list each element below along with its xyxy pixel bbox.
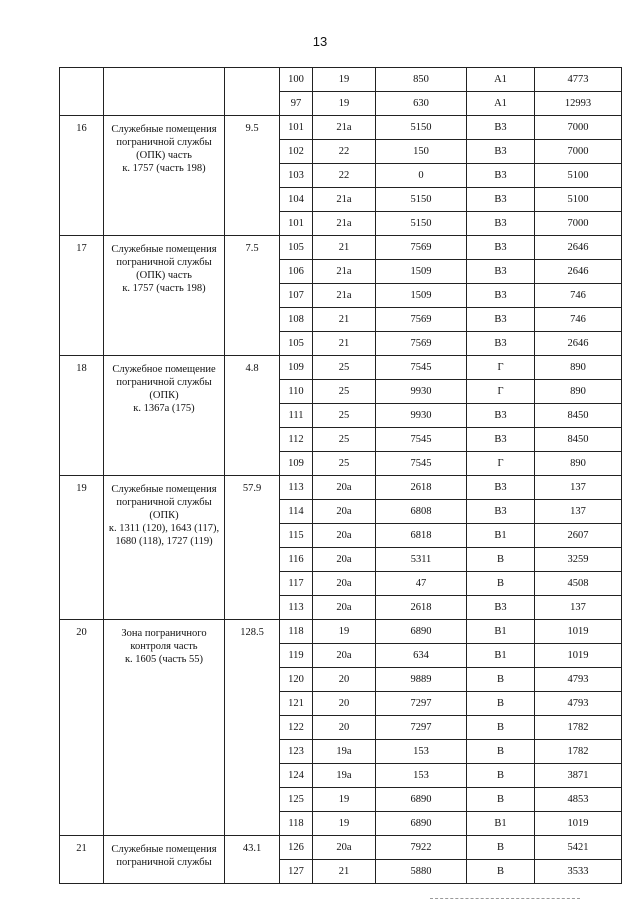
cell-value: 2646 (535, 260, 622, 284)
cell-floor: 20a (313, 596, 376, 620)
cell-description (104, 68, 225, 116)
footer-rule (430, 898, 580, 899)
cell-distance: 153 (376, 740, 467, 764)
cell-value: 7000 (535, 212, 622, 236)
cell-value: 3871 (535, 764, 622, 788)
cell-item-number: 16 (60, 116, 104, 236)
cell-floor: 19 (313, 620, 376, 644)
cell-value: 1019 (535, 812, 622, 836)
description-line: пограничной службы (116, 137, 212, 148)
cell-value: 4773 (535, 68, 622, 92)
cell-distance: 6890 (376, 788, 467, 812)
cell-floor: 20a (313, 572, 376, 596)
cell-category: B3 (467, 500, 535, 524)
cell-category: Г (467, 452, 535, 476)
cell-item-number (60, 68, 104, 116)
description-line: Служебные помещения (111, 484, 217, 495)
cell-point: 106 (280, 260, 313, 284)
cell-point: 127 (280, 860, 313, 884)
cell-floor: 21a (313, 260, 376, 284)
cell-category: B (467, 692, 535, 716)
cell-floor: 20a (313, 524, 376, 548)
cell-floor: 21a (313, 116, 376, 140)
cell-floor: 20a (313, 836, 376, 860)
cell-value: 1782 (535, 740, 622, 764)
cell-floor: 25 (313, 356, 376, 380)
cell-point: 123 (280, 740, 313, 764)
description-line: Служебные помещения (111, 124, 217, 135)
cell-distance: 47 (376, 572, 467, 596)
description-line: к. 1311 (120), 1643 (117), (108, 523, 220, 534)
cell-distance: 2618 (376, 476, 467, 500)
cell-distance: 5311 (376, 548, 467, 572)
cell-category: B3 (467, 140, 535, 164)
cell-distance: 7569 (376, 332, 467, 356)
cell-value: 3259 (535, 548, 622, 572)
cell-category: A1 (467, 68, 535, 92)
cell-description (104, 476, 225, 620)
cell-point: 124 (280, 764, 313, 788)
cell-floor: 20 (313, 692, 376, 716)
cell-distance: 634 (376, 644, 467, 668)
cell-distance: 6808 (376, 500, 467, 524)
cell-value: 746 (535, 284, 622, 308)
cell-category: B3 (467, 332, 535, 356)
cell-value: 2646 (535, 332, 622, 356)
cell-category: B3 (467, 164, 535, 188)
cell-floor: 19 (313, 68, 376, 92)
cell-category: Г (467, 380, 535, 404)
cell-area: 4.8 (225, 356, 280, 476)
cell-point: 107 (280, 284, 313, 308)
cell-distance: 6890 (376, 812, 467, 836)
cell-category: B (467, 764, 535, 788)
description-line: Служебные помещения (111, 844, 217, 855)
cell-floor: 25 (313, 452, 376, 476)
cell-distance: 7569 (376, 236, 467, 260)
cell-point: 103 (280, 164, 313, 188)
table-row (60, 356, 622, 380)
description-line: Служебное помещение (112, 364, 216, 375)
description-line: пограничной службы (116, 857, 212, 868)
description-line: к. 1605 (часть 55) (124, 654, 204, 665)
cell-point: 114 (280, 500, 313, 524)
cell-floor: 20 (313, 716, 376, 740)
cell-point: 126 (280, 836, 313, 860)
cell-value: 4793 (535, 692, 622, 716)
cell-floor: 20 (313, 668, 376, 692)
cell-point: 112 (280, 428, 313, 452)
cell-point: 120 (280, 668, 313, 692)
cell-description (104, 356, 225, 476)
cell-distance: 5150 (376, 212, 467, 236)
cell-floor: 21a (313, 284, 376, 308)
cell-category: B3 (467, 236, 535, 260)
cell-value: 7000 (535, 140, 622, 164)
cell-distance: 7297 (376, 716, 467, 740)
cell-category: B3 (467, 188, 535, 212)
cell-floor: 20a (313, 476, 376, 500)
cell-distance: 1509 (376, 260, 467, 284)
cell-point: 105 (280, 332, 313, 356)
cell-category: B1 (467, 644, 535, 668)
cell-category: B (467, 668, 535, 692)
cell-category: B3 (467, 428, 535, 452)
description-line: к. 1757 (часть 198) (122, 283, 206, 294)
cell-distance: 153 (376, 764, 467, 788)
cell-distance: 6818 (376, 524, 467, 548)
cell-category: A1 (467, 92, 535, 116)
cell-distance: 5880 (376, 860, 467, 884)
cell-point: 121 (280, 692, 313, 716)
cell-distance: 7297 (376, 692, 467, 716)
cell-point: 116 (280, 548, 313, 572)
cell-value: 2646 (535, 236, 622, 260)
cell-value: 1019 (535, 644, 622, 668)
description-line: к. 1757 (часть 198) (122, 163, 206, 174)
cell-item-number: 19 (60, 476, 104, 620)
cell-category: B (467, 788, 535, 812)
cell-area: 9.5 (225, 116, 280, 236)
cell-value: 890 (535, 380, 622, 404)
cell-item-number: 18 (60, 356, 104, 476)
cell-distance: 7922 (376, 836, 467, 860)
cell-value: 137 (535, 500, 622, 524)
cell-point: 105 (280, 236, 313, 260)
cell-category: B (467, 716, 535, 740)
cell-distance: 9889 (376, 668, 467, 692)
cell-value: 890 (535, 356, 622, 380)
cell-distance: 9930 (376, 380, 467, 404)
table-row (60, 236, 622, 260)
cell-value: 12993 (535, 92, 622, 116)
cell-point: 119 (280, 644, 313, 668)
cell-floor: 21 (313, 332, 376, 356)
table-row (60, 476, 622, 500)
cell-point: 109 (280, 356, 313, 380)
cell-floor: 19 (313, 812, 376, 836)
cell-floor: 22 (313, 164, 376, 188)
cell-category: B (467, 860, 535, 884)
cell-floor: 21 (313, 236, 376, 260)
cell-area: 43.1 (225, 836, 280, 884)
table-row (60, 620, 622, 644)
cell-area: 128.5 (225, 620, 280, 836)
cell-floor: 21 (313, 308, 376, 332)
cell-value: 4508 (535, 572, 622, 596)
cell-floor: 19a (313, 764, 376, 788)
cell-value: 746 (535, 308, 622, 332)
cell-floor: 25 (313, 380, 376, 404)
cell-floor: 21a (313, 188, 376, 212)
description-line: (ОПК) часть (136, 270, 192, 281)
cell-floor: 19 (313, 92, 376, 116)
cell-value: 8450 (535, 428, 622, 452)
cell-item-number: 21 (60, 836, 104, 884)
cell-value: 3533 (535, 860, 622, 884)
cell-floor: 22 (313, 140, 376, 164)
cell-category: B1 (467, 812, 535, 836)
cell-value: 137 (535, 476, 622, 500)
table-row (60, 68, 622, 92)
cell-floor: 21 (313, 860, 376, 884)
cell-point: 108 (280, 308, 313, 332)
cell-point: 110 (280, 380, 313, 404)
cell-point: 97 (280, 92, 313, 116)
cell-value: 2607 (535, 524, 622, 548)
cell-category: Г (467, 356, 535, 380)
table-row (60, 836, 622, 860)
cell-value: 4793 (535, 668, 622, 692)
cell-point: 115 (280, 524, 313, 548)
cell-category: B (467, 548, 535, 572)
cell-category: B3 (467, 212, 535, 236)
cell-distance: 6890 (376, 620, 467, 644)
cell-distance: 630 (376, 92, 467, 116)
cell-area: 7.5 (225, 236, 280, 356)
description-line: 1680 (118), 1727 (119) (115, 536, 213, 547)
cell-floor: 19 (313, 788, 376, 812)
description-line: пограничной службы (116, 377, 212, 388)
cell-area: 57.9 (225, 476, 280, 620)
cell-item-number: 17 (60, 236, 104, 356)
cell-value: 5100 (535, 188, 622, 212)
cell-category: B3 (467, 260, 535, 284)
description-line: (ОПК) часть (136, 150, 192, 161)
cell-category: B (467, 836, 535, 860)
cell-description (104, 836, 225, 884)
cell-distance: 5150 (376, 116, 467, 140)
cell-category: B (467, 740, 535, 764)
cell-distance: 5150 (376, 188, 467, 212)
cell-point: 113 (280, 476, 313, 500)
description-line: (ОПК) (149, 510, 179, 521)
cell-value: 7000 (535, 116, 622, 140)
cell-point: 102 (280, 140, 313, 164)
description-line: пограничной службы (116, 497, 212, 508)
cell-description (104, 620, 225, 836)
description-line: к. 1367a (175) (133, 403, 195, 414)
cell-value: 5421 (535, 836, 622, 860)
cell-distance: 7545 (376, 428, 467, 452)
cell-area (225, 68, 280, 116)
description-line: Зона пограничного (121, 628, 207, 639)
cell-point: 100 (280, 68, 313, 92)
cell-value: 890 (535, 452, 622, 476)
description-line: контроля часть (130, 641, 198, 652)
cell-category: B (467, 572, 535, 596)
cell-point: 117 (280, 572, 313, 596)
cell-description (104, 236, 225, 356)
cell-distance: 0 (376, 164, 467, 188)
cell-floor: 19a (313, 740, 376, 764)
cell-category: B1 (467, 620, 535, 644)
cell-distance: 7545 (376, 452, 467, 476)
cell-distance: 7569 (376, 308, 467, 332)
cell-floor: 20a (313, 500, 376, 524)
cell-point: 118 (280, 620, 313, 644)
cell-value: 137 (535, 596, 622, 620)
cell-distance: 7545 (376, 356, 467, 380)
cell-floor: 20a (313, 644, 376, 668)
table-row (60, 116, 622, 140)
cell-category: B1 (467, 524, 535, 548)
cell-category: B3 (467, 596, 535, 620)
cell-point: 101 (280, 212, 313, 236)
cell-point: 101 (280, 116, 313, 140)
cell-point: 111 (280, 404, 313, 428)
cell-point: 122 (280, 716, 313, 740)
cell-category: B3 (467, 476, 535, 500)
cell-point: 113 (280, 596, 313, 620)
cell-floor: 25 (313, 428, 376, 452)
cell-distance: 1509 (376, 284, 467, 308)
cell-point: 118 (280, 812, 313, 836)
cell-category: B3 (467, 404, 535, 428)
cell-distance: 150 (376, 140, 467, 164)
cell-distance: 2618 (376, 596, 467, 620)
description-line: (ОПК) (149, 390, 179, 401)
cell-item-number: 20 (60, 620, 104, 836)
cell-value: 1782 (535, 716, 622, 740)
cell-value: 8450 (535, 404, 622, 428)
cell-floor: 25 (313, 404, 376, 428)
cell-description (104, 116, 225, 236)
cell-value: 1019 (535, 620, 622, 644)
description-line: пограничной службы (116, 257, 212, 268)
cell-distance: 850 (376, 68, 467, 92)
data-table (59, 67, 622, 884)
cell-point: 125 (280, 788, 313, 812)
cell-category: B3 (467, 284, 535, 308)
page-number: 13 (312, 34, 328, 49)
cell-category: B3 (467, 308, 535, 332)
description-line: Служебные помещения (111, 244, 217, 255)
cell-point: 104 (280, 188, 313, 212)
cell-value: 5100 (535, 164, 622, 188)
cell-category: B3 (467, 116, 535, 140)
cell-floor: 20a (313, 548, 376, 572)
cell-distance: 9930 (376, 404, 467, 428)
cell-value: 4853 (535, 788, 622, 812)
cell-floor: 21a (313, 212, 376, 236)
cell-point: 109 (280, 452, 313, 476)
